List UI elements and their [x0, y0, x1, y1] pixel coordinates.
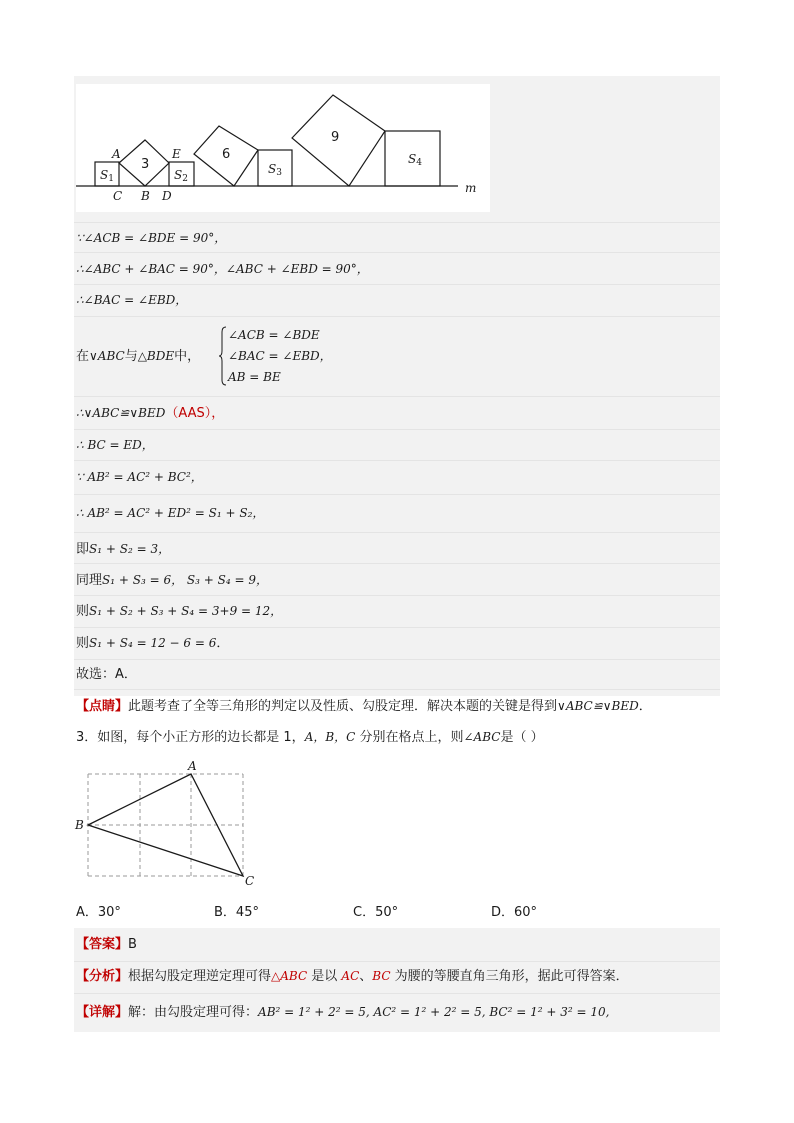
comment-math: ∨ABC≌∨BED	[557, 699, 639, 713]
solution-line-11	[76, 602, 282, 621]
system-eq-3: AB = BE	[228, 370, 281, 384]
answer-value: B	[128, 937, 137, 952]
row-separator	[74, 396, 720, 397]
vertex-b-label: B	[75, 818, 84, 832]
analysis-line	[76, 967, 629, 986]
solution-line-6: ∴ BC = ED，	[76, 438, 154, 452]
solution-line-2: ∴∠ABC + ∠BAC = 90°，∠ABC + ∠EBD = 90°，	[76, 262, 369, 276]
label-s3: S3	[268, 162, 282, 178]
analysis-bc: BC	[372, 969, 391, 983]
analysis-text: 、	[359, 969, 373, 984]
text-yu: 与	[124, 349, 138, 364]
analysis-tag: 【分析】	[76, 969, 129, 984]
label-s4: S4	[408, 152, 422, 168]
row-separator	[74, 460, 720, 461]
detail-tag: 【详解】	[76, 1005, 129, 1020]
solution-line-8: ∴ AB² = AC² + ED² = S₁ + S₂，	[76, 506, 265, 520]
solution-line-10	[76, 571, 268, 590]
row-separator	[74, 316, 720, 317]
square-label-3: 3	[141, 157, 150, 172]
equation: S₁ + S₂ + S₃ + S₄ = 3+9 = 12，	[89, 604, 283, 618]
square-label-6: 6	[222, 147, 231, 162]
label-s1: S1	[100, 168, 114, 184]
equation: S₁ + S₂ = 3，	[89, 542, 171, 556]
text-ji: 即	[76, 542, 90, 557]
row-separator	[74, 595, 720, 596]
row-separator	[74, 689, 720, 690]
squares-figure	[76, 84, 490, 212]
label-s2: S2	[174, 168, 188, 184]
vertex-c-label: C	[245, 874, 255, 888]
option-a: A．30°	[76, 905, 121, 920]
detail-line	[76, 1003, 609, 1022]
label-m: m	[465, 181, 477, 195]
analysis-triangle: △ABC	[271, 969, 308, 983]
triangle-abc: ∨ABC	[89, 349, 125, 363]
text-zhong: 中，	[174, 349, 201, 364]
analysis-ac: AC	[341, 969, 360, 983]
analysis-text: 是以	[307, 969, 342, 984]
row-separator	[74, 627, 720, 628]
row-separator	[74, 494, 720, 495]
solution-line-4	[76, 347, 200, 366]
option-d: D．60°	[491, 905, 538, 920]
question-3-stem	[76, 728, 544, 747]
answer-tag: 【答案】	[76, 937, 129, 952]
solution-line-9	[76, 540, 170, 559]
comment-text: 此题考查了全等三角形的判定以及性质、勾股定理．解决本题的关键是得到	[128, 699, 558, 714]
label-e: E	[172, 147, 181, 161]
stem-text: 是（ ）	[500, 730, 544, 745]
congruence-statement: ∴∨ABC≌∨BED	[76, 406, 166, 420]
solution-line-5	[76, 404, 224, 423]
analysis-text: 根据勾股定理逆定理可得	[128, 969, 272, 984]
equation: S₁ + S₄ = 12 − 6 = 6	[89, 636, 217, 650]
text-zai: 在	[76, 349, 90, 364]
row-separator	[74, 961, 720, 962]
row-separator	[74, 563, 720, 564]
comment-line	[76, 697, 652, 716]
text-ze: 则	[76, 604, 90, 619]
system-eq-1: ∠ACB = ∠BDE	[228, 328, 320, 342]
system-eq-2: ∠BAC = ∠EBD，	[228, 349, 332, 363]
text-tongli: 同理	[76, 573, 103, 588]
option-b: B．45°	[214, 905, 259, 920]
text-ze: 则	[76, 636, 90, 651]
aas-note: （AAS），	[165, 406, 225, 421]
detail-text: 解：由勾股定理可得：	[128, 1005, 259, 1020]
row-separator	[74, 659, 720, 660]
vertex-a-label: A	[188, 759, 197, 773]
row-separator	[74, 252, 720, 253]
analysis-text: 为腰的等腰直角三角形，据此可得答案．	[390, 969, 629, 984]
stem-angle: ∠ABC	[463, 730, 501, 744]
brace-icon	[219, 326, 227, 386]
solution-line-7: ∵ AB² = AC² + BC²，	[76, 470, 203, 484]
row-separator	[74, 532, 720, 533]
label-a: A	[112, 147, 121, 161]
grid-triangle-figure	[72, 758, 268, 892]
option-c: C．50°	[353, 905, 399, 920]
period: ．	[216, 636, 230, 651]
row-separator	[74, 222, 720, 223]
row-separator	[74, 429, 720, 430]
stem-vars: A，B，C	[304, 730, 356, 744]
detail-math: AB² = 1² + 2² = 5, AC² = 1² + 2² = 5, BC² = 1² + 3² = 10,	[258, 1005, 610, 1019]
solution-line-13: 故选：A．	[76, 667, 137, 682]
stem-text: 分别在格点上，则	[355, 730, 464, 745]
label-b: B	[141, 189, 150, 203]
solution-line-12	[76, 634, 229, 653]
square-label-9: 9	[331, 130, 340, 145]
label-c: C	[113, 189, 123, 203]
row-separator	[74, 284, 720, 285]
solution-line-1: ∵∠ACB = ∠BDE = 90°，	[76, 231, 227, 245]
period: ．	[638, 699, 652, 714]
comment-tag: 【点睛】	[76, 699, 129, 714]
answer-line	[76, 936, 137, 954]
equation: S₁ + S₃ = 6， S₃ + S₄ = 9，	[102, 573, 268, 587]
label-d: D	[162, 189, 172, 203]
row-separator	[74, 993, 720, 994]
stem-text: 3．如图，每个小正方形的边长都是 1，	[76, 730, 305, 745]
solution-line-3: ∴∠BAC = ∠EBD，	[76, 293, 188, 307]
triangle-bde: △BDE	[137, 349, 175, 363]
